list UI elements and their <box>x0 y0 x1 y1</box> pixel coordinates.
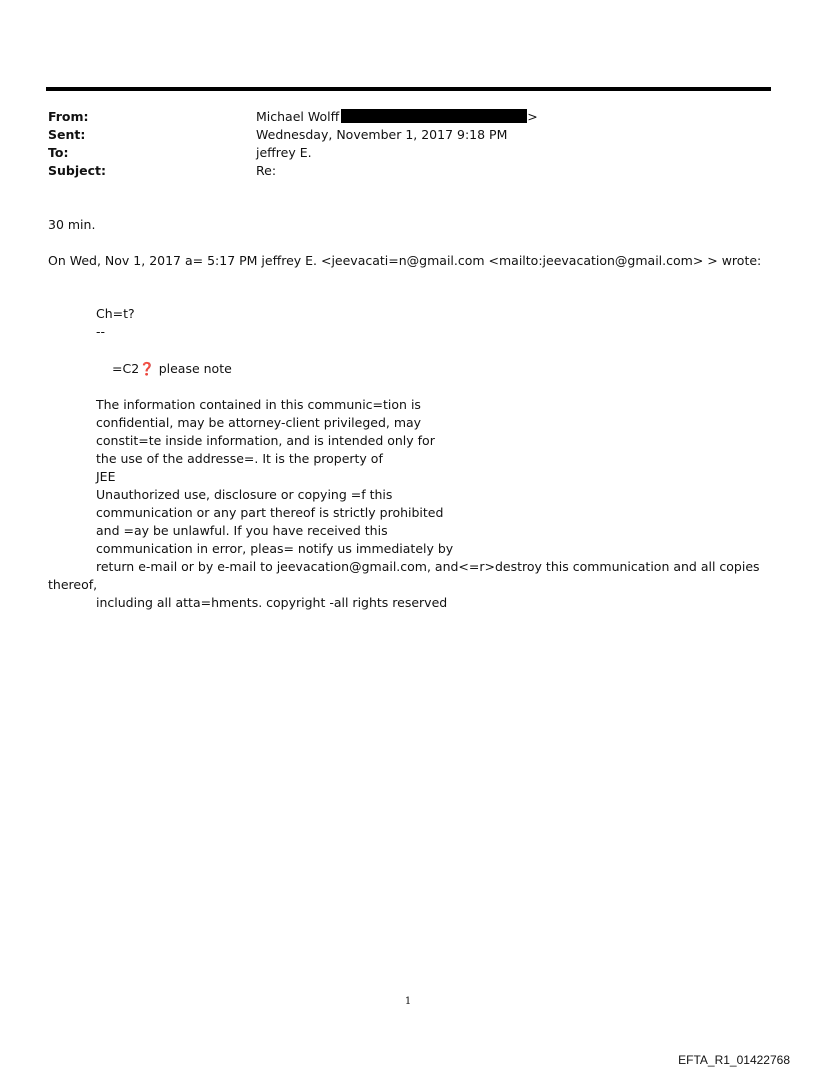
subject-label: Subject: <box>48 163 106 178</box>
quoted-question: Ch=t? <box>96 306 135 321</box>
from-label: From: <box>48 109 89 124</box>
sent-label: Sent: <box>48 127 86 142</box>
header-rule <box>46 87 771 91</box>
disclaimer-line: constit=te inside information, and is intended only for <box>96 433 435 448</box>
document-id: EFTA_R1_01422768 <box>678 1053 790 1067</box>
subject-value: Re: <box>256 163 277 178</box>
disclaimer-line: communication in error, pleas= notify us immediately by <box>96 541 454 556</box>
disclaimer-line: return e-mail or by e-mail to jeevacation@gmail.com, and<=r>destroy this communication and all copies <box>96 559 760 574</box>
disclaimer-line: Unauthorized use, disclosure or copying =f this <box>96 487 393 502</box>
disclaimer-line: The information contained in this communic=tion is <box>96 397 421 412</box>
sender-name: Michael Wolff <box>256 109 340 124</box>
page-number: 1 <box>404 996 412 1007</box>
from-value <box>256 108 538 126</box>
sent-value: Wednesday, November 1, 2017 9:18 PM <box>256 127 508 142</box>
disclaimer-line: the use of the addresse=. It is the property of <box>96 451 383 466</box>
disclaimer-line: JEE <box>96 469 116 484</box>
quote-attribution: On Wed, Nov 1, 2017 a= 5:17 PM jeffrey E. <jeevacati=n@gmail.com <mailto:jeevacation@gmail.com> > wrote: <box>48 253 762 268</box>
disclaimer-line: and =ay be unlawful. If you have received this <box>96 523 388 538</box>
reply-text: 30 min. <box>48 217 96 232</box>
to-value: jeffrey E. <box>256 145 312 160</box>
disclaimer-line: including all atta=hments. copyright -all rights reserved <box>96 595 448 610</box>
note-line: =C2❓ please note <box>112 361 232 376</box>
disclaimer-line: thereof, <box>48 577 98 592</box>
redaction-bar <box>341 109 527 123</box>
disclaimer-line: confidential, may be attorney-client privileged, may <box>96 415 422 430</box>
from-suffix: > <box>527 109 538 124</box>
disclaimer-line: communication or any part thereof is strictly prohibited <box>96 505 444 520</box>
to-label: To: <box>48 145 69 160</box>
signature-separator: -- <box>96 324 106 339</box>
